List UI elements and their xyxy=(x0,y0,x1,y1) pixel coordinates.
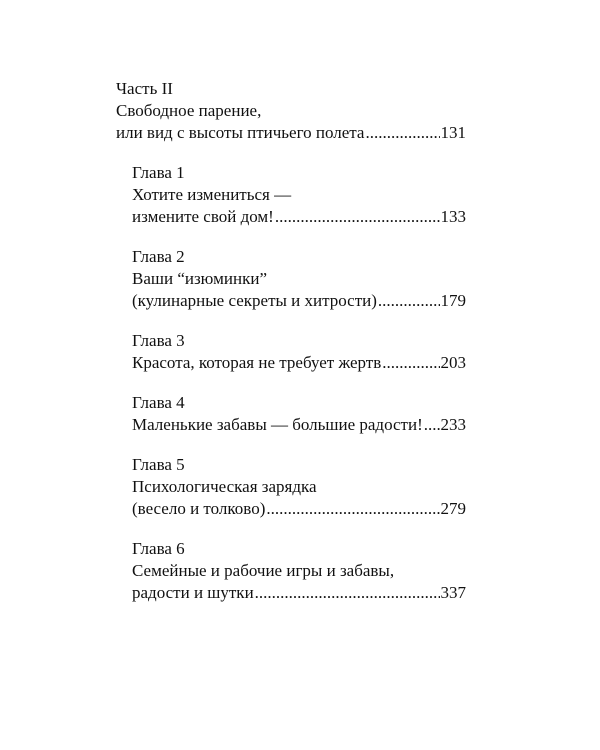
chapter-2-entry xyxy=(132,246,466,312)
dot-leader xyxy=(378,290,440,312)
chapter-6-entry xyxy=(132,538,466,604)
chapter-title-text: измените свой дом! xyxy=(132,207,274,226)
chapter-title-text: радости и шутки xyxy=(132,583,254,602)
page-number: 133 xyxy=(440,207,466,226)
chapter-title-text: (кулинарные секреты и хитрости) xyxy=(132,291,377,310)
chapter-label: Глава 6 xyxy=(132,539,185,558)
chapter-title-last-line xyxy=(132,582,466,604)
chapter-title-line: Хотите измениться — xyxy=(132,185,292,204)
chapter-1-entry xyxy=(132,162,466,228)
dot-leader xyxy=(255,582,440,604)
dot-leader xyxy=(365,122,439,144)
chapter-title-last-line xyxy=(132,498,466,520)
chapter-title-line: Ваши “изюминки” xyxy=(132,269,268,288)
page-number: 131 xyxy=(440,123,466,142)
part-title-line: Свободное парение, xyxy=(116,101,262,120)
page-number: 279 xyxy=(440,499,466,518)
chapter-5-entry xyxy=(132,454,466,520)
chapter-label: Глава 4 xyxy=(132,393,185,412)
chapter-title-line: Психологическая зарядка xyxy=(132,477,317,496)
chapter-label: Глава 5 xyxy=(132,455,185,474)
chapter-title-last-line xyxy=(132,290,466,312)
part-title-text: или вид с высоты птичьего полета xyxy=(116,123,365,142)
page-number: 179 xyxy=(440,291,466,310)
chapter-label: Глава 3 xyxy=(132,331,185,350)
chapter-title-last-line xyxy=(132,206,466,228)
chapter-title-text: Красота, которая не требует жертв xyxy=(132,353,382,372)
chapter-label: Глава 2 xyxy=(132,247,185,266)
chapter-4-entry xyxy=(132,392,466,436)
table-of-contents xyxy=(116,78,466,622)
part-2-entry xyxy=(116,78,466,144)
page-number: 337 xyxy=(440,583,466,602)
chapter-title-text: (весело и толково) xyxy=(132,499,266,518)
page-number: 233 xyxy=(440,415,466,434)
part-label: Часть II xyxy=(116,79,173,98)
chapter-3-entry xyxy=(132,330,466,374)
dot-leader xyxy=(424,414,440,436)
dot-leader xyxy=(275,206,440,228)
page-number: 203 xyxy=(440,353,466,372)
chapter-title-text: Маленькие забавы — большие радости! xyxy=(132,415,423,434)
part-title-last-line xyxy=(116,122,466,144)
chapter-title-line: Семейные и рабочие игры и забавы, xyxy=(132,561,395,580)
chapter-title-last-line xyxy=(132,414,466,436)
chapter-title-last-line xyxy=(132,352,466,374)
dot-leader xyxy=(382,352,439,374)
dot-leader xyxy=(266,498,439,520)
chapter-label: Глава 1 xyxy=(132,163,185,182)
